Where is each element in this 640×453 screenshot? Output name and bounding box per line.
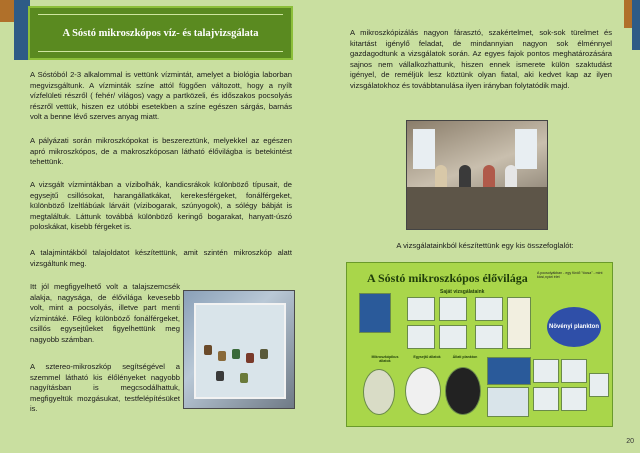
tray <box>194 303 286 399</box>
poster-note: A pocsolyákban - egy fürdő "tócsa" - mint kicsi,nyári élet <box>537 271 603 280</box>
poster-label: Állati plankton <box>452 355 478 359</box>
paragraph: Itt jól megfigyelhető volt a talajszemcsék alakja, nagysága, de élővilága kevesebb volt, mint a pocsolyás, illetve part menti vízmintáké. Főleg különböző fonálférgeket, csillós egysejtűeket figyelhettünk meg nagyobb számban. <box>30 282 180 344</box>
title-banner <box>28 6 293 60</box>
paragraph: A vizsgált vízmintákban a vízibolhák, kandicsrákok különböző típusait, de egysejtű csillósokat, harangállatkákat, kerekesférgeket, fonálférgeket, különböző lzeltlábúak lárváit (vízibogarak, szúnyogok), a sólégy bábját is megtaláltuk. Láttunk továbbá különböző keringő bogarakat, hanyatt-úszó poloskákat, kisebb férgeket is. <box>30 180 292 232</box>
vial <box>204 345 212 355</box>
vial <box>246 353 254 363</box>
poster-photo <box>407 297 435 321</box>
paragraph: A Sóstóból 2-3 alkalommal is vettünk vízmintát, amelyet a biológia laborban megvizsgáltunk. A vízminták színe attól függően változott, hogy a nyílt vízfelületi részről ( fehér/ világos) vagy a partközeli, és időszakos pocsolyás részről vettük, hiszen ez utóbbi esetekben a színe egészen sárgás, barnás volt a benne lévő szerves anyag miatt. <box>30 70 292 122</box>
poster-photo <box>487 357 531 385</box>
poster-subtitle: Saját vizsgálataink <box>440 289 485 295</box>
paragraph: A sztereo-mikroszkóp segítségével a szemmel látható kis élőlényeket nagyobb nagyításban is megcsodálhattuk, megfigyeltük mozgásukat, testfelépítésüket is. <box>30 362 180 414</box>
poster-photo <box>487 387 529 417</box>
poster-photo <box>445 367 481 415</box>
vial <box>218 351 226 361</box>
poster-label: Egysejtű állatok <box>413 355 441 359</box>
poster-label: Mikroszkópikus állatok <box>371 355 399 363</box>
vial <box>232 349 240 359</box>
poster-photo <box>359 293 391 333</box>
vial <box>260 349 268 359</box>
paragraph: A mikroszkópizálás nagyon fárasztó, szakértelmet, sok-sok türelmet és kitartást igénylő feladat, de mindannyian nagyon sok élménnyel gazdagodtunk a vizsgálatok során. Az egyes fajok pontos meghatározására sajnos nem vállalkozhattunk, hiszen ennek ismerete külön szaktudást igényel, de reméljük lesz köztünk olyan fiatal, aki kedvet kap az ilyen vizsgálatokhoz és továbbtanulása ilyen irányban folytatódik majd. <box>350 28 612 90</box>
sample-tray-photo <box>183 290 295 409</box>
corner-decoration <box>624 0 632 28</box>
poster-photo <box>439 297 467 321</box>
paragraph: A talajmintákból talajoldatot készítettünk, amit szintén mikroszkóp alatt vizsgáltunk meg. <box>30 248 292 268</box>
poster-title: A Sóstó mikroszkópos élővilága <box>367 271 528 285</box>
vial <box>240 373 248 383</box>
poster-photo <box>475 325 503 349</box>
window <box>515 129 537 169</box>
paragraph: A pályázati során mikroszkópokat is beszereztünk, melyekkel az egészen apró mikroszkópos, de a makroszkóposan látható élővilágba is betekintést tehettünk. <box>30 136 292 167</box>
poster-photo <box>533 387 559 411</box>
classroom-photo <box>406 120 548 230</box>
poster-photo <box>533 359 559 383</box>
poster-photo <box>561 359 587 383</box>
poster-photo <box>561 387 587 411</box>
corner-decoration <box>0 0 14 22</box>
summary-poster <box>346 262 613 427</box>
window <box>413 129 435 169</box>
page-title: A Sóstó mikroszkópos víz- és talajvizsgálata <box>38 14 283 52</box>
poster-photo <box>405 367 441 415</box>
plankton-circle: Növényi plankton <box>547 307 601 347</box>
corner-decoration <box>632 0 640 50</box>
poster-photo <box>439 325 467 349</box>
poster-photo <box>407 325 435 349</box>
vial <box>216 371 224 381</box>
poster-photo <box>363 369 395 415</box>
poster-photo <box>507 297 531 349</box>
poster-caption: A vizsgálatainkból készítettünk egy kis összefoglalót: <box>396 241 574 250</box>
page-number: 20 <box>626 438 634 445</box>
desk <box>407 187 547 229</box>
poster-photo <box>589 373 609 397</box>
poster-photo <box>475 297 503 321</box>
